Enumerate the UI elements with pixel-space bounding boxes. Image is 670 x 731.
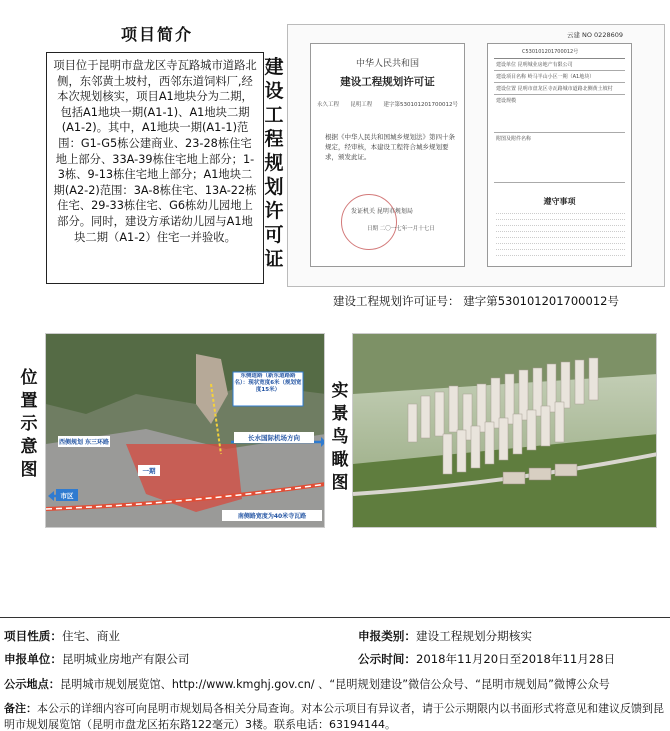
aerial-label-char: 景 <box>331 404 349 424</box>
aerial-view-image <box>353 334 657 528</box>
location-label-char: 示 <box>20 414 38 434</box>
permit-office: 发证机关 昆明市规划局 <box>351 208 413 215</box>
low-building <box>529 468 551 480</box>
publicity-place-value: 昆明城市规划展览馆、http://www.kmghj.gov.cn/ 、“昆明规划建设”微信公众号、“昆明市规划局”微博公众号 <box>59 678 610 691</box>
tower <box>541 406 550 446</box>
tower <box>555 402 564 442</box>
permit-label-char: 划 <box>264 176 284 198</box>
location-label-char: 置 <box>20 391 38 411</box>
permit-label-char: 工 <box>264 104 284 126</box>
publicity-time <box>358 651 615 667</box>
remark-label: 备注： <box>4 702 37 715</box>
permit-field: 建设规模 <box>494 95 625 133</box>
aerial-label-char: 实 <box>331 381 349 401</box>
permit-label-char: 设 <box>264 80 284 102</box>
tower <box>499 418 508 460</box>
tower <box>589 358 598 400</box>
tower <box>575 360 584 404</box>
applicant-unit-label: 申报单位： <box>4 652 62 666</box>
permit-body-text: 根据《中华人民共和国城乡规划法》第四十条规定，经审核，本建设工程符合城乡规划要求，颁发此证。 <box>325 133 455 161</box>
location-vertical-label <box>18 367 40 482</box>
application-category-label: 申报类别： <box>358 629 416 643</box>
applicant-unit <box>4 651 190 667</box>
aerial-vertical-label <box>329 380 351 495</box>
site-label: 一期 <box>142 467 156 475</box>
tower <box>471 426 480 468</box>
permit-row <box>317 100 458 108</box>
city-label: 市区 <box>60 492 74 500</box>
permit-field: 附图及附件名称 <box>494 133 625 183</box>
project-nature-value: 住宅、商业 <box>61 629 120 643</box>
application-category-value: 建设工程规划分期核实 <box>415 629 532 643</box>
project-nature <box>4 628 120 644</box>
aerial-label-char: 图 <box>331 473 349 493</box>
east-road-label: 东侧道路（新东道路路名）：现状宽度6米（规划宽度15米） <box>234 373 302 393</box>
publicity-place <box>4 676 610 692</box>
permit-serial: 云建 NO 0228609 <box>566 31 623 39</box>
permit-field: 建设位置 昆明市盘龙区寺瓦路城市道路北侧黄土坡村 <box>494 83 625 95</box>
permit-row-mid: 昆明工程 <box>350 102 373 108</box>
publicity-time-label: 公示时间： <box>358 652 416 666</box>
permit-label-char: 证 <box>264 248 284 270</box>
location-map <box>45 333 325 528</box>
permit-vertical-label <box>262 55 286 271</box>
remark-value: 本公示的详细内容可向昆明市规划局各相关分局查询。对本公示项目有异议者，请于公示期限内以书面形式将意见和建议反馈到昆明市规划展览馆（昆明市盘龙区拓东路122毫元）3楼。联系电话：63194144。 <box>4 702 664 731</box>
tower <box>533 368 542 416</box>
permit-notice-line <box>496 250 625 256</box>
west-road-label: 西侧规划 东三环路 <box>58 439 110 446</box>
tower <box>477 384 486 432</box>
tower <box>519 370 528 420</box>
permit-label-char: 许 <box>264 200 284 222</box>
aerial-label-char: 瞰 <box>331 450 349 470</box>
permit-country: 中华人民共和国 <box>355 59 419 69</box>
permit-label-char: 建 <box>264 56 284 78</box>
permit-scan <box>287 24 665 287</box>
permit-right-page <box>487 31 632 267</box>
permit-field: 建设项目名称 岭马半山小区一期（A1地块） <box>494 71 625 83</box>
south-road-label: 南侧路宽度为40米寺瓦路 <box>237 513 307 520</box>
permit-label-char: 规 <box>264 152 284 174</box>
airport-label: 长水国际机场方向 <box>248 434 300 442</box>
permit-date: 日期 二〇一七年一月十七日 <box>367 226 435 232</box>
location-label-char: 图 <box>20 460 38 480</box>
publicity-time-value: 2018年11月20日至2018年11月28日 <box>415 652 616 666</box>
tower <box>408 404 417 442</box>
location-map-image <box>46 334 325 528</box>
applicant-unit-value: 昆明城业房地产有限公司 <box>61 652 190 666</box>
tower <box>513 414 522 454</box>
permit-title: 建设工程规划许可证 <box>340 76 435 88</box>
tower <box>491 378 500 428</box>
low-building <box>555 464 577 476</box>
low-building <box>503 472 525 484</box>
permit-notice-lines <box>496 208 625 256</box>
intro-title: 项目简介 <box>120 25 193 44</box>
permit-number: 建设工程规划许可证号： 建字第530101201700012号 <box>333 294 619 308</box>
publicity-place-label: 公示地点： <box>4 678 60 691</box>
permit-notice-title: 遵守事项 <box>543 197 576 206</box>
permit-left-page <box>310 43 465 267</box>
permit-row-right: 建字第530101201700012号 <box>383 102 458 108</box>
permit-field: 建设单位 昆明城业房地产有限公司 <box>494 59 625 71</box>
permit-field-table <box>494 58 625 183</box>
application-category <box>358 628 532 644</box>
tower <box>485 422 494 464</box>
tower <box>547 364 556 412</box>
tower <box>505 374 514 424</box>
east-road-label-wrap <box>234 373 302 405</box>
permit-row-left: 永久工程 <box>317 102 340 108</box>
permit-code: C530101201700012号 <box>522 49 579 55</box>
permit-seal <box>341 194 397 250</box>
location-label-char: 位 <box>20 368 38 388</box>
tower <box>561 362 570 408</box>
tower <box>443 434 452 474</box>
intro-text: 项目位于昆明市盘龙区寺瓦路城市道路北侧，东邻黄土坡村，西邻东道饲料厂,经本次规划核实，项目A1地块分为二期，包括A1地块一期(A1-1)、A1地块二期(A1-2)。其中，A1地块一期(A1-1)范围：G1-G5栋公建商业、23-28栋住宅地上部分、33A-39栋住宅地上部分；1-3栋、9-13栋住宅地上部分；A1地块二期(A2-2)范围：3A-8栋住宅、13A-22栋住宅、29-33栋住宅、G6栋幼儿园地上部分。同时，建设方承诺幼儿园与A1地块二期（A1-2）住宅一并验收。 <box>46 52 264 284</box>
permit-label-char: 可 <box>264 224 284 246</box>
remark <box>4 701 666 731</box>
tower <box>449 386 458 432</box>
tower <box>435 392 444 436</box>
permit-label-char: 程 <box>264 128 284 150</box>
aerial-label-char: 鸟 <box>331 427 349 447</box>
tower <box>421 396 430 438</box>
project-nature-label: 项目性质： <box>4 629 62 643</box>
tower <box>457 430 466 472</box>
tower <box>527 410 536 450</box>
footer-divider <box>0 617 670 618</box>
location-label-char: 意 <box>20 437 38 457</box>
aerial-view <box>352 333 657 528</box>
